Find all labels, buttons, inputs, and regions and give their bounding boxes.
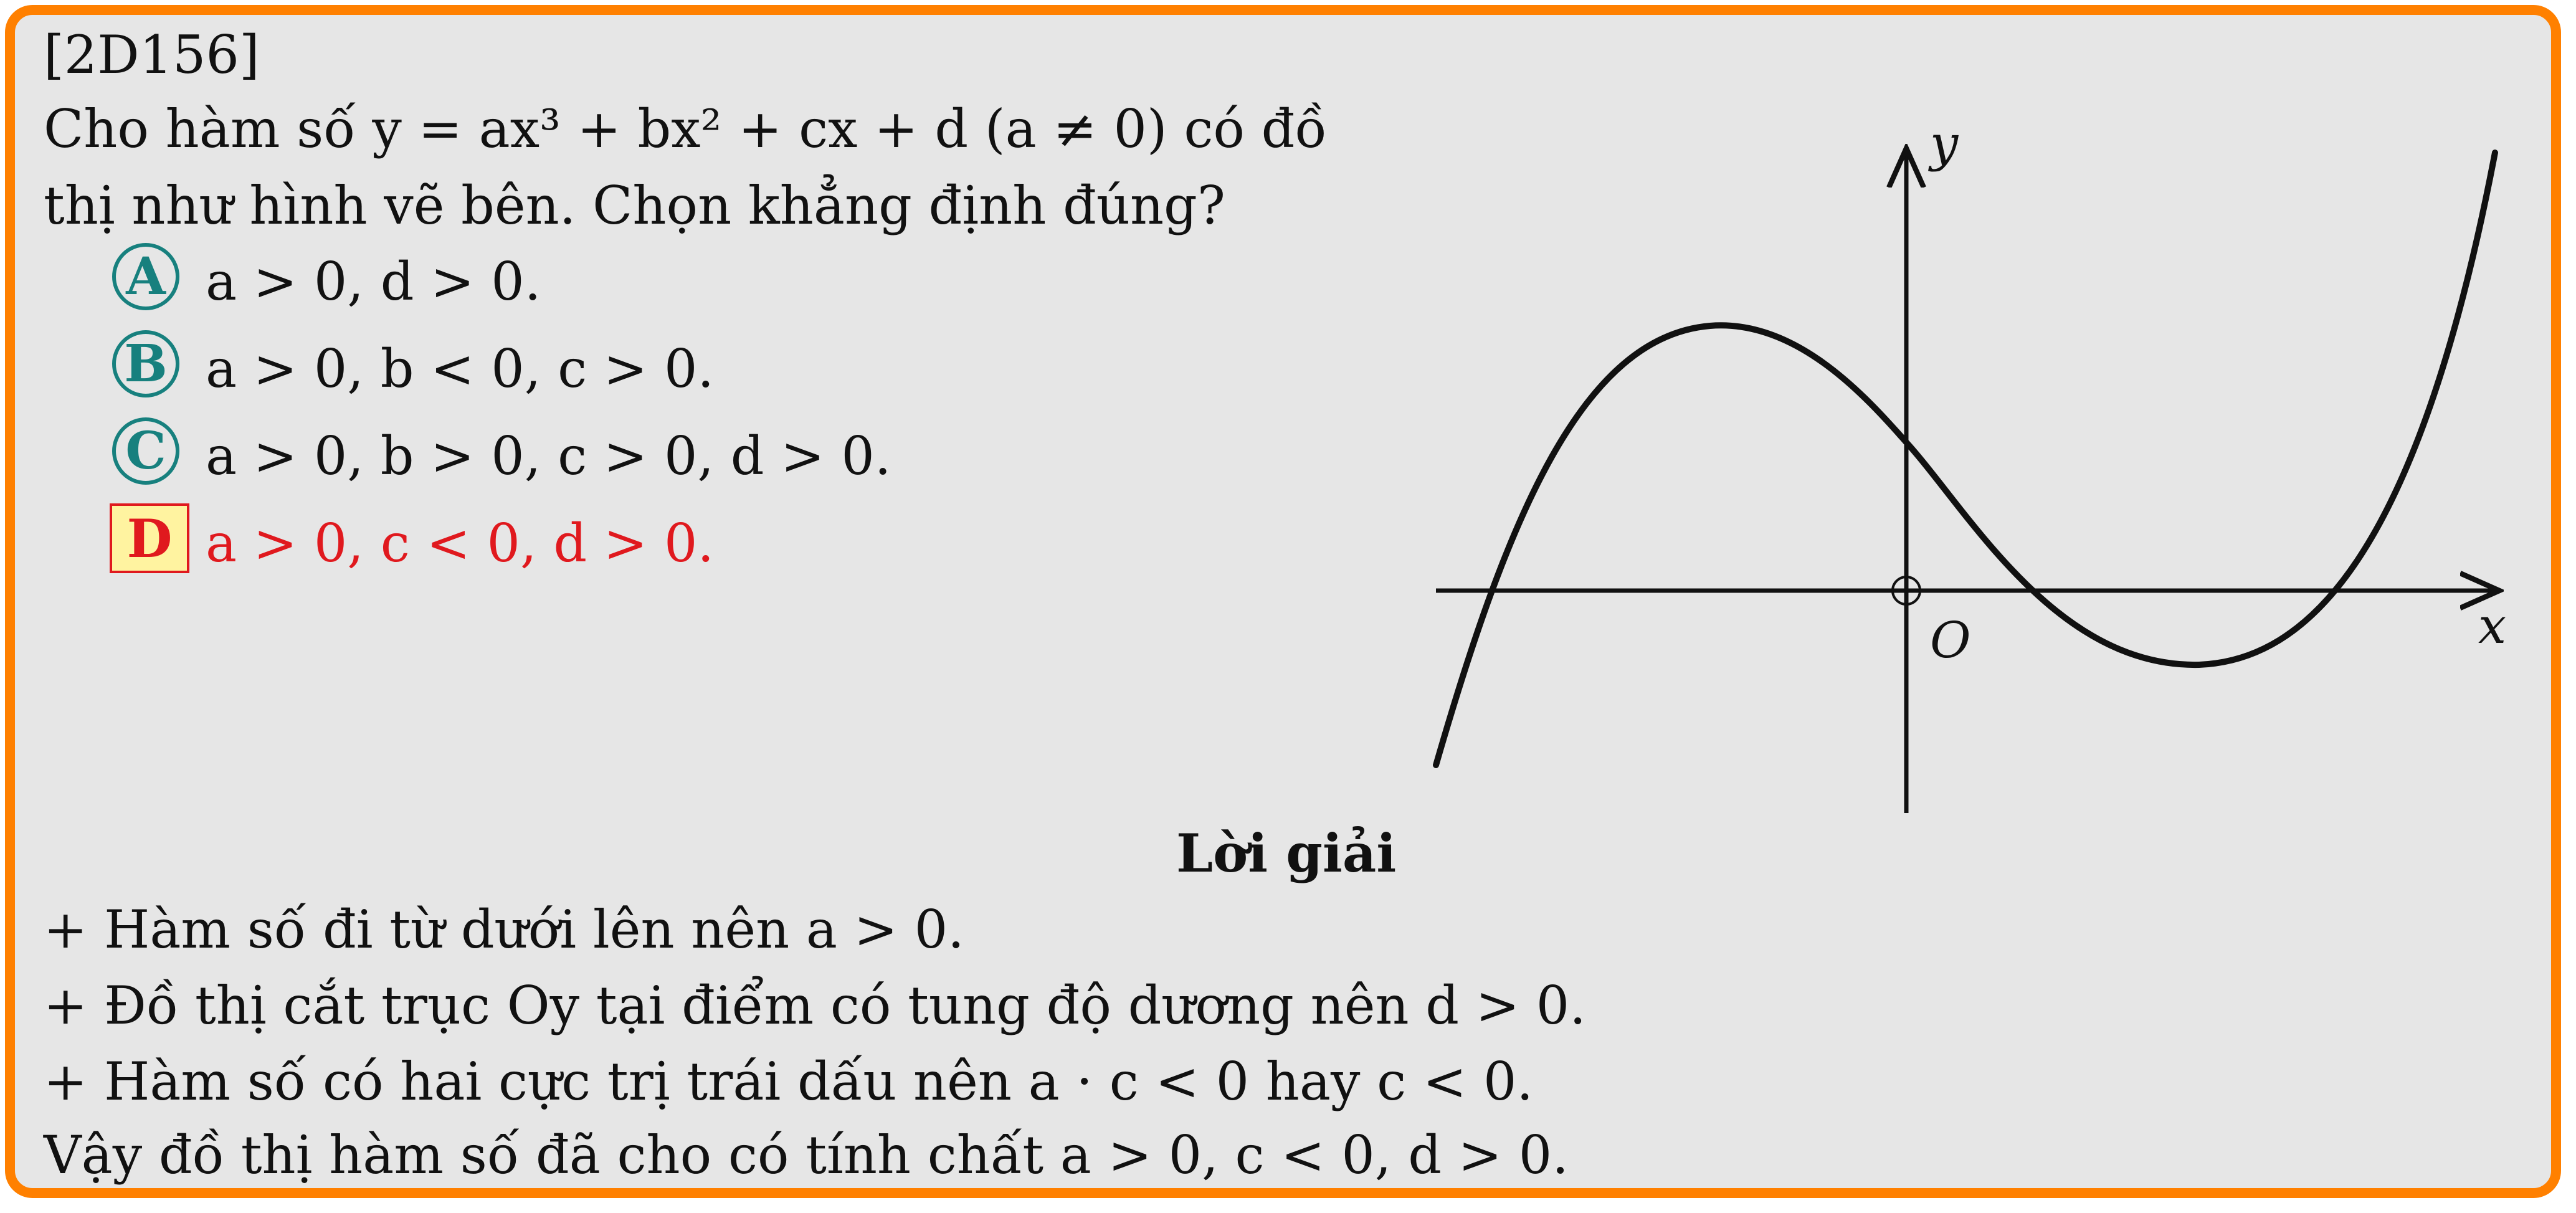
option-c-marker[interactable]: C — [112, 417, 179, 485]
option-d-text-correct: a > 0, c < 0, d > 0. — [206, 513, 715, 574]
option-c-text: a > 0, b > 0, c > 0, d > 0. — [206, 426, 891, 487]
option-b-text: a > 0, b < 0, c > 0. — [206, 338, 715, 399]
solution-heading: Lời giải — [1176, 822, 1397, 884]
solution-line-1: + Hàm số đi từ dưới lên nên a > 0. — [44, 899, 964, 960]
origin-label: O — [1930, 611, 1971, 669]
option-d-marker-correct[interactable]: D — [110, 503, 189, 573]
x-axis-label: x — [2478, 597, 2507, 655]
cubic-curve — [1436, 153, 2495, 765]
problem-stem-line-2: thị như hình vẽ bên. Chọn khẳng định đúng? — [44, 175, 1225, 236]
solution-line-3: + Hàm số có hai cực trị trái dấu nên a · c < 0 hay c < 0. — [44, 1051, 1534, 1112]
option-b-marker[interactable]: B — [112, 330, 179, 397]
problem-id: [2D156] — [44, 24, 260, 85]
option-a-marker[interactable]: A — [112, 243, 179, 310]
problem-stem-line-1: Cho hàm số y = ax³ + bx² + cx + d (a ≠ 0) có đồ — [44, 98, 1327, 159]
option-a-text: a > 0, d > 0. — [206, 251, 541, 312]
solution-line-2: + Đồ thị cắt trục Oy tại điểm có tung độ dương nên d > 0. — [44, 975, 1586, 1036]
y-axis-label: y — [1930, 115, 1959, 173]
solution-conclusion: Vậy đồ thị hàm số đã cho có tính chất a > 0, c < 0, d > 0. — [44, 1125, 1569, 1186]
